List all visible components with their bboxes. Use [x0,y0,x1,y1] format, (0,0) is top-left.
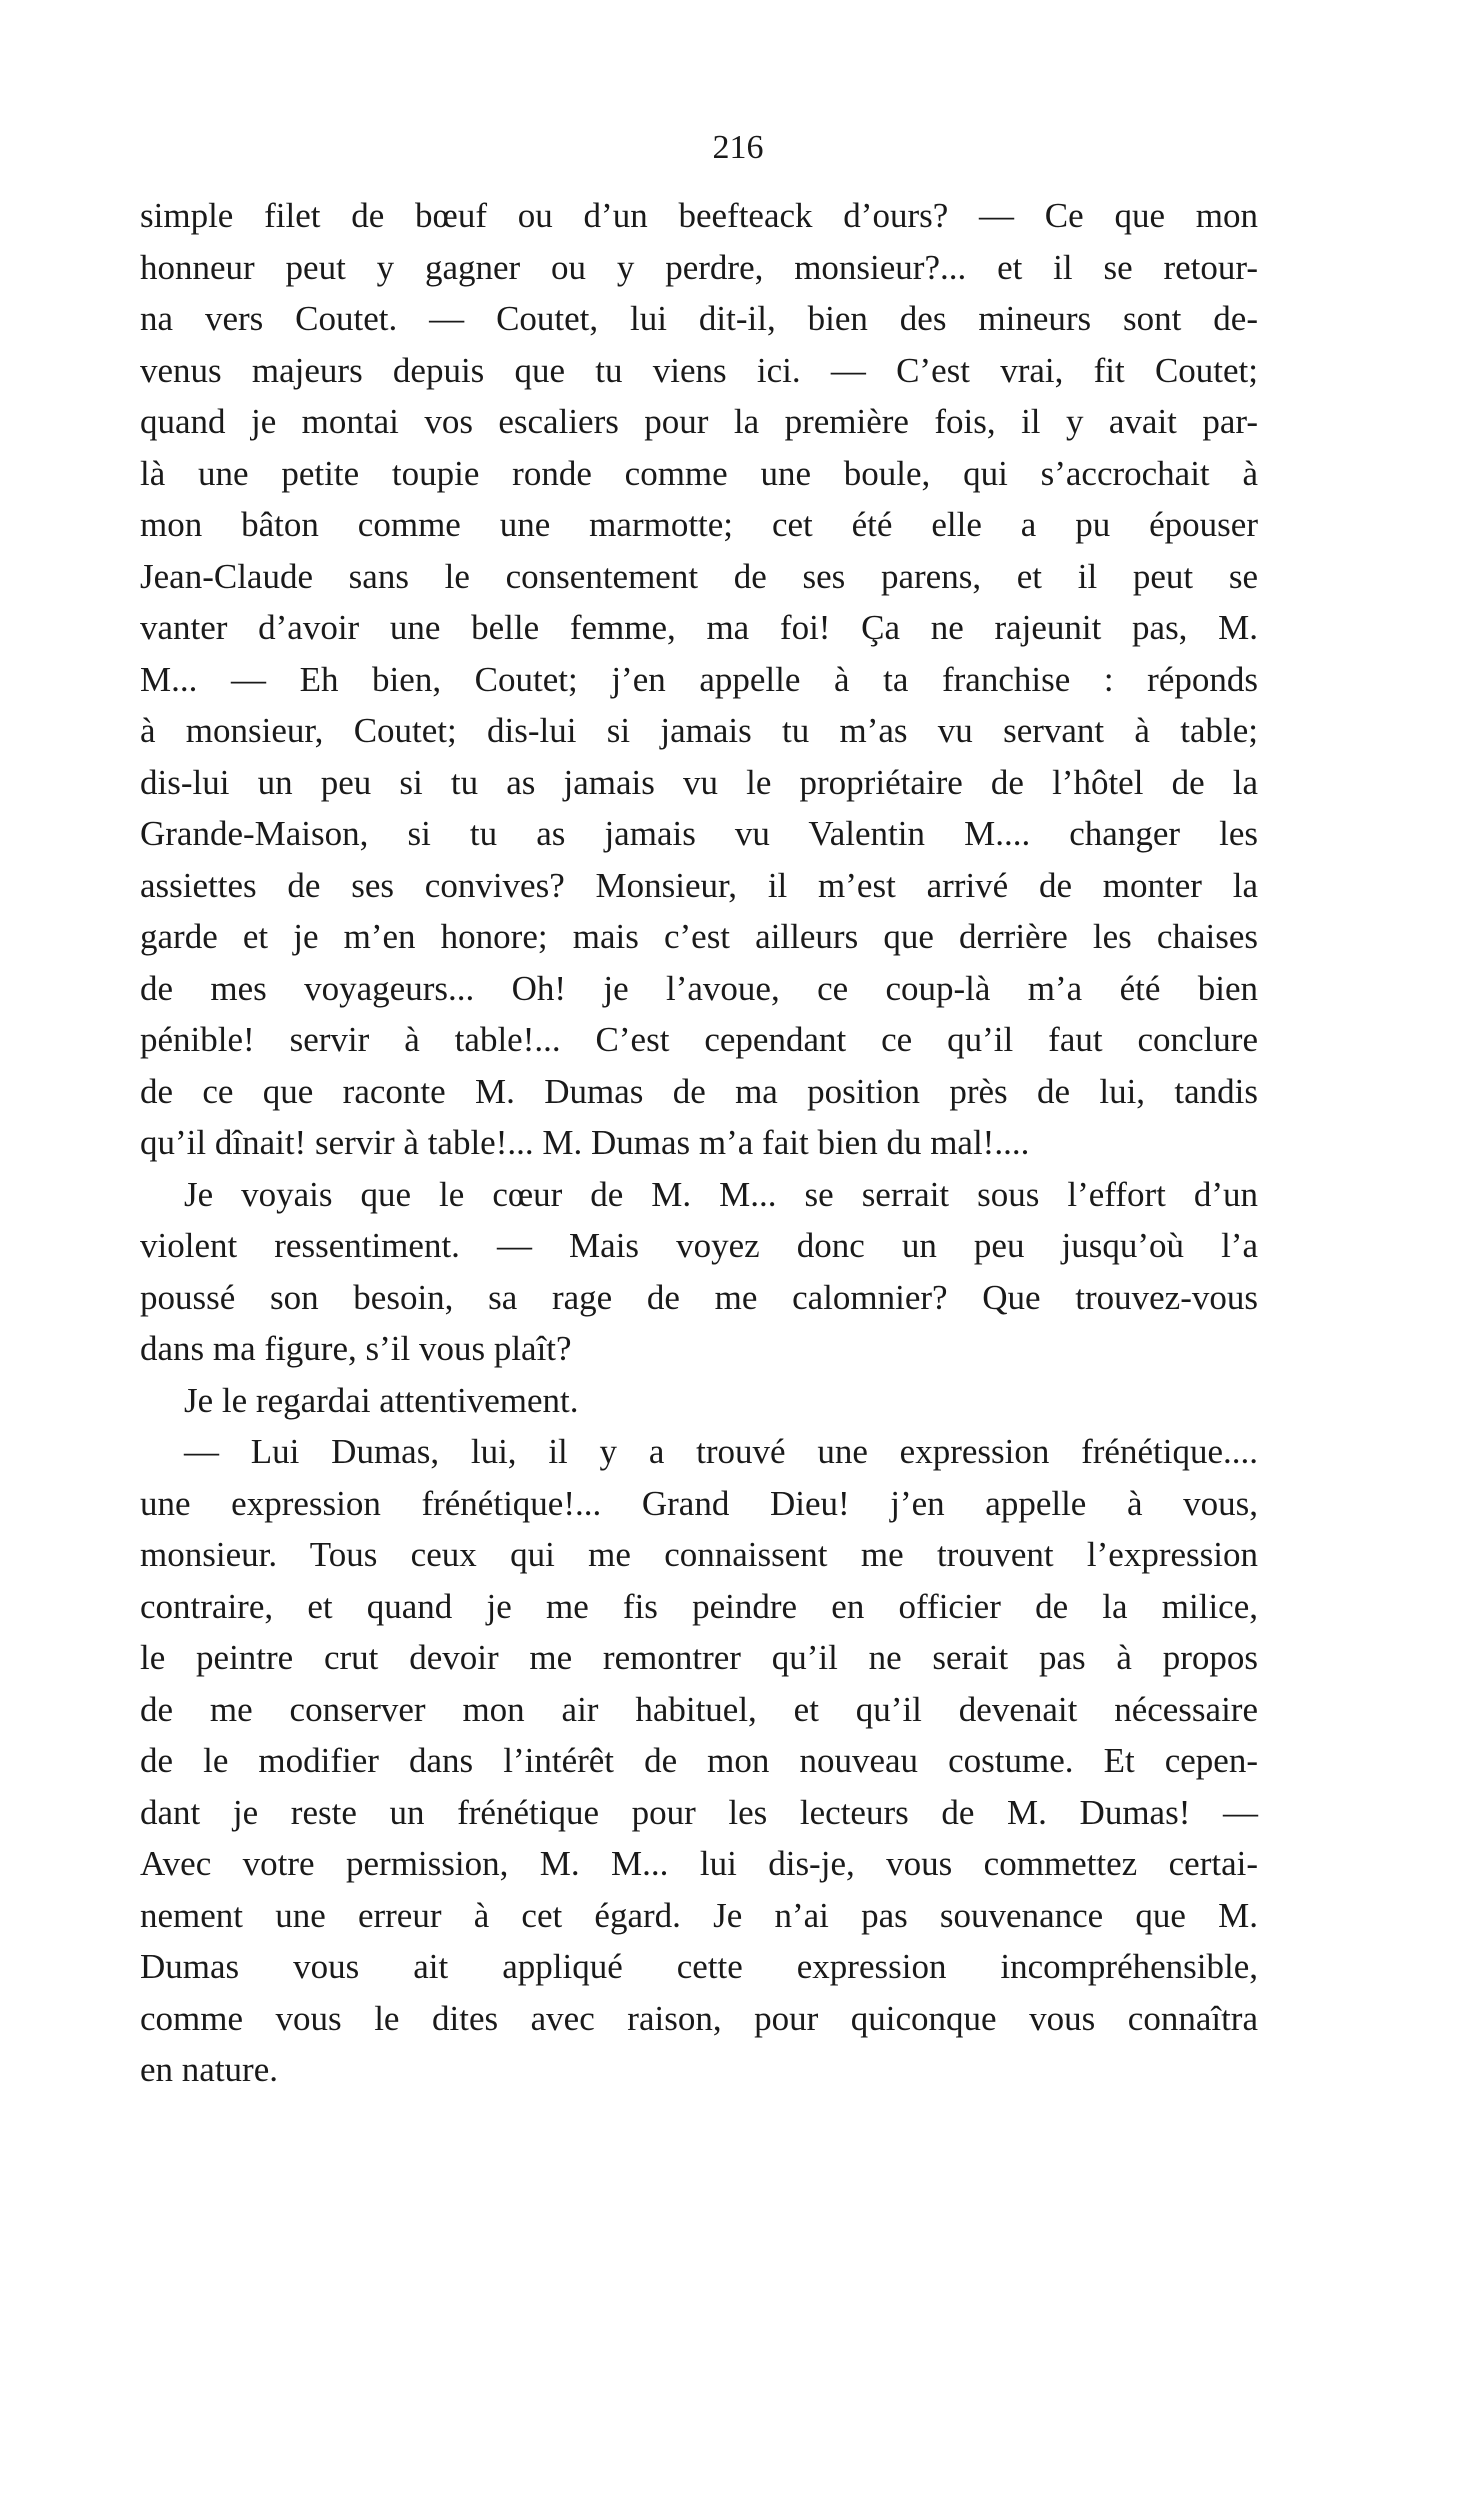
text-line: qu’il dînait! servir à table!... M. Dumas m’a fait bien du mal!.... [140,1123,1030,1162]
text-line: Je voyais que le cœur de M. M... se serrait sous l’effort d’un [184,1174,1258,1214]
text-line: monsieur. Tous ceux qui me connaissent me trouvent l’expression [140,1535,1258,1574]
text-line: M... — Eh bien, Coutet; j’en appelle à ta franchise : réponds [140,659,1258,699]
text-line: Avec votre permission, M. M... lui dis-je, vous commettez certai- [140,1844,1258,1883]
text-line: quand je montai vos escaliers pour la première fois, il y avait par- [140,402,1258,441]
text-line: Je le regardai attentivement. [184,1380,579,1420]
page-number: 216 [712,129,764,166]
text-line: honneur peut y gagner ou y perdre, monsieur?... et il se retour- [140,247,1258,287]
text-line: venus majeurs depuis que tu viens ici. — C’est vrai, fit Coutet; [140,350,1258,390]
text-line: poussé son besoin, sa rage de me calomnier? Que trouvez-vous [140,1277,1258,1317]
text-line: à monsieur, Coutet; dis-lui si jamais tu m’as vu servant à table; [140,711,1258,750]
text-line: na vers Coutet. — Coutet, lui dit-il, bien des mineurs sont de- [140,299,1258,338]
text-line: simple filet de bœuf ou d’un beefteack d’ours? — Ce que mon [140,196,1258,235]
text-line: de ce que raconte M. Dumas de ma position près de lui, tandis [140,1071,1258,1111]
text-line: de mes voyageurs... Oh! je l’avoue, ce coup-là m’a été bien [140,968,1258,1008]
text-line: vanter d’avoir une belle femme, ma foi! Ça ne rajeunit pas, M. [140,608,1258,647]
text-line: de le modifier dans l’intérêt de mon nouveau costume. Et cepen- [140,1741,1258,1780]
text-line: dant je reste un frénétique pour les lecteurs de M. Dumas! — [140,1792,1258,1832]
text-line: garde et je m’en honore; mais c’est ailleurs que derrière les chaises [140,917,1258,956]
text-line: comme vous le dites avec raison, pour quiconque vous connaîtra [140,1998,1258,2038]
text-line: Jean-Claude sans le consentement de ses parens, et il peut se [140,556,1258,596]
text-line: violent ressentiment. — Mais voyez donc un peu jusqu’où l’a [140,1226,1258,1265]
text-line: assiettes de ses convives? Monsieur, il m’est arrivé de monter la [140,865,1258,905]
body-text [140,190,1258,2096]
text-line: dis-lui un peu si tu as jamais vu le propriétaire de l’hôtel de la [140,762,1258,802]
text-line: Grande-Maison, si tu as jamais vu Valentin M.... changer les [140,814,1258,853]
text-line: en nature. [140,2050,278,2089]
text-line: de me conserver mon air habituel, et qu’il devenait nécessaire [140,1689,1258,1729]
text-line: une expression frénétique!... Grand Dieu! j’en appelle à vous, [140,1483,1258,1523]
text-line: là une petite toupie ronde comme une boule, qui s’accrochait à [140,453,1258,493]
text-line: nement une erreur à cet égard. Je n’ai pas souvenance que M. [140,1895,1258,1935]
text-line: — Lui Dumas, lui, il y a trouvé une expression frénétique.... [184,1432,1258,1471]
text-line: Dumas vous ait appliqué cette expression incompréhensible, [140,1947,1258,1986]
text-line: dans ma figure, s’il vous plaît? [140,1329,572,1368]
text-line: contraire, et quand je me fis peindre en officier de la milice, [140,1586,1258,1626]
text-line: pénible! servir à table!... C’est cependant ce qu’il faut conclure [140,1020,1258,1059]
text-line: le peintre crut devoir me remontrer qu’il ne serait pas à propos [140,1638,1258,1677]
text-line: mon bâton comme une marmotte; cet été elle a pu épouser [140,505,1258,544]
